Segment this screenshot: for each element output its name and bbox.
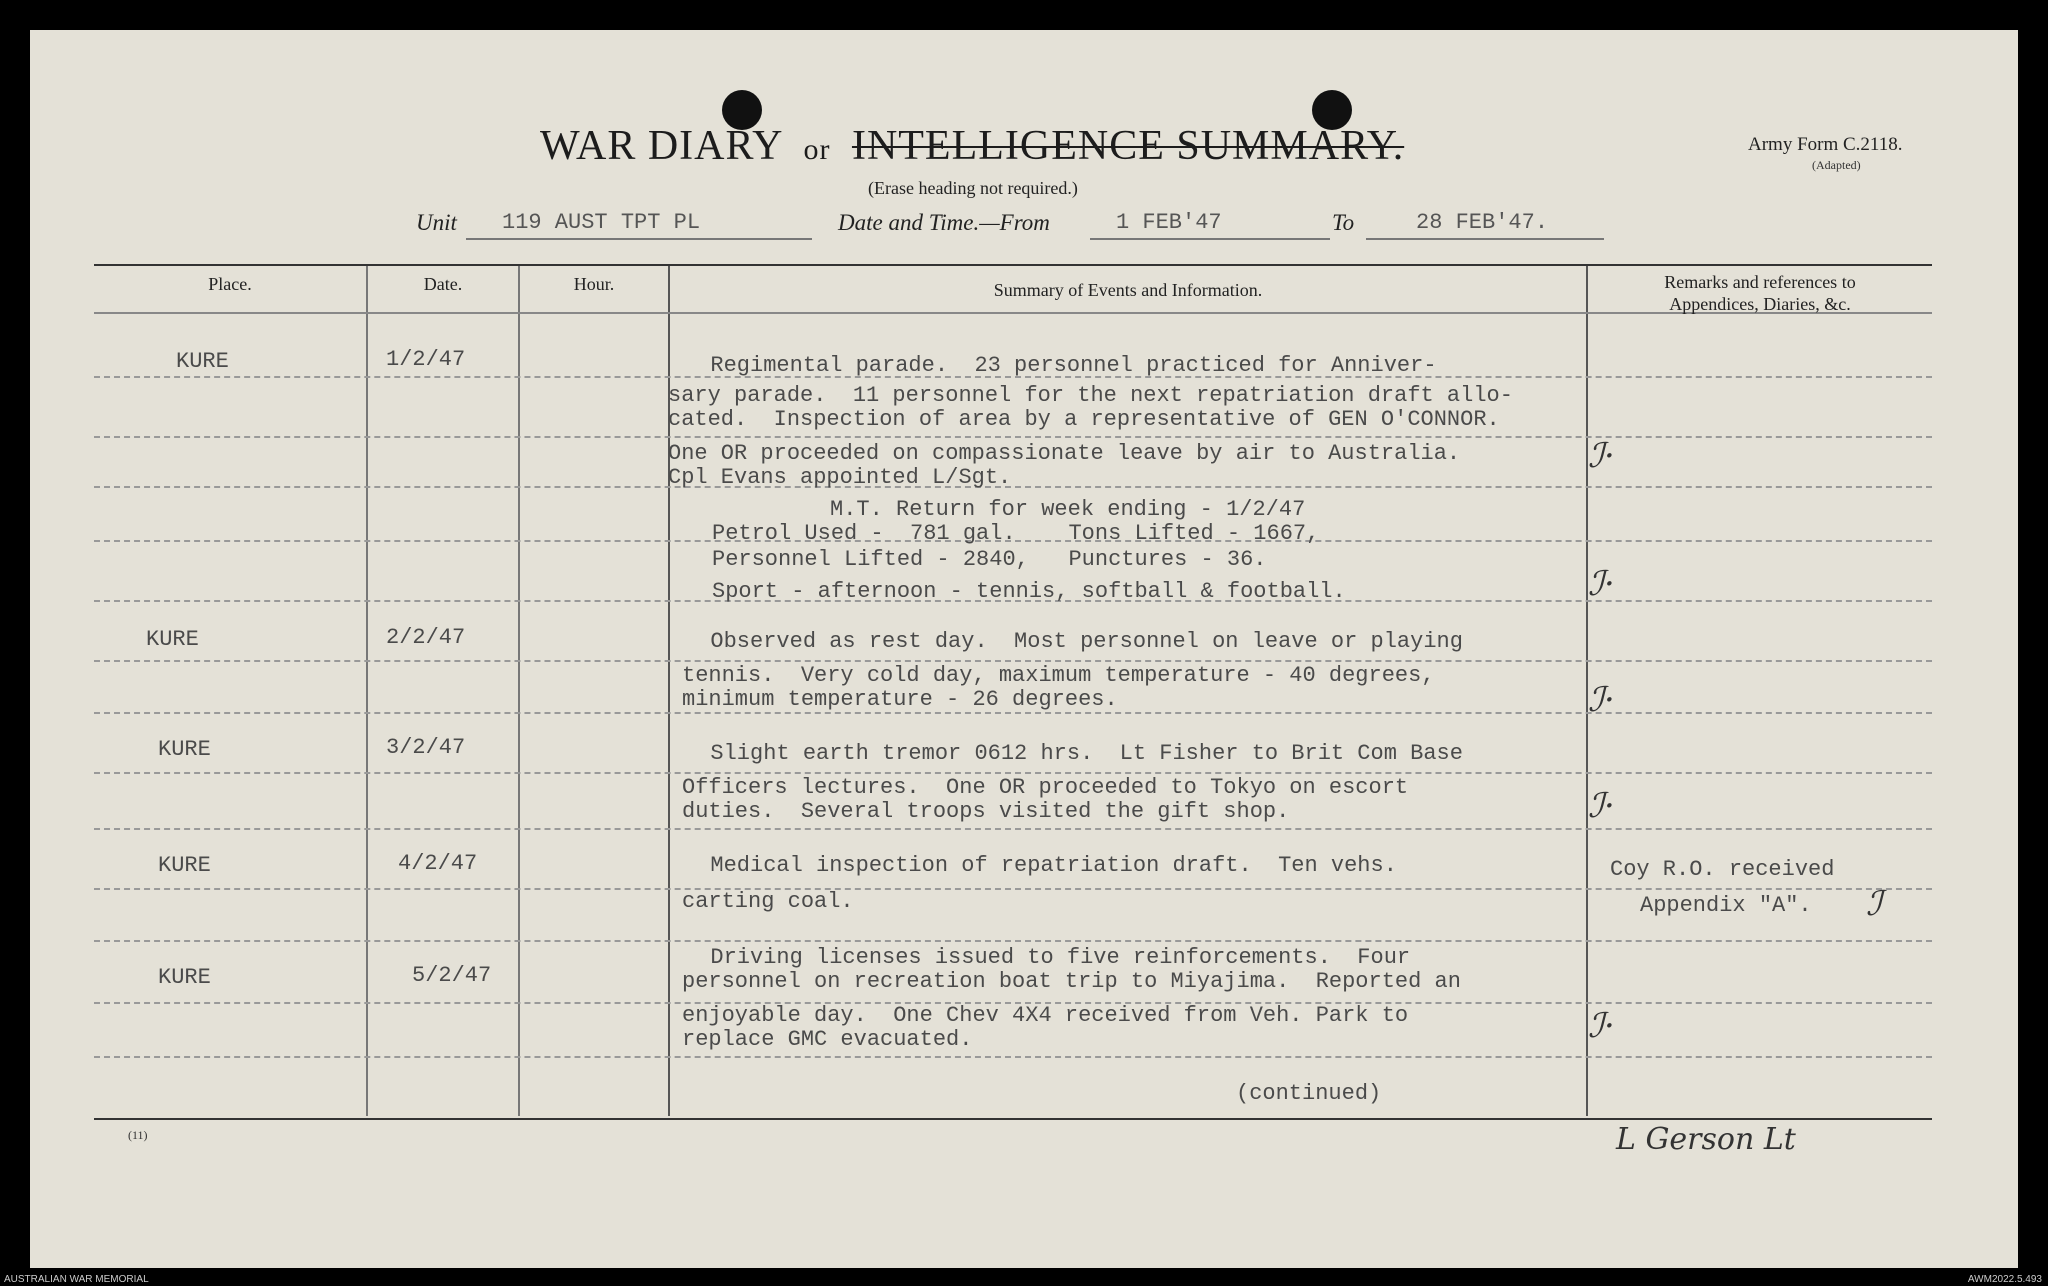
continued-note: (continued) [1236,1081,1382,1106]
title-or: or [803,133,831,166]
initials-mark: ℐ· [1588,786,1615,826]
to-label: To [1332,210,1355,235]
col-head-remarks-2: Appendices, Diaries, &c. [1669,294,1851,314]
summary-line: Cpl Evans appointed L/Sgt. [668,465,1012,490]
col-head-summary: Summary of Events and Information. [993,280,1263,300]
summary-line: sary parade. 11 personnel for the next repatriation draft allo- [668,383,1513,408]
summary-line: Regimental parade. 23 personnel practiced for Anniver- [684,353,1437,378]
title-struck: INTELLIGENCE SUMMARY. [851,123,1405,169]
source-left: AUSTRALIAN WAR MEMORIAL [4,1274,149,1285]
remarks-line: Coy R.O. received [1610,857,1835,882]
date-cell: 1/2/47 [386,347,466,372]
form-note: (Adapted) [1812,158,1861,172]
source-right: AWM2022.5.493 [1967,1274,2042,1285]
summary-line: tennis. Very cold day, maximum temperature - 40 degrees, [682,663,1435,688]
summary-line: enjoyable day. One Chev 4X4 received from Veh. Park to [682,1003,1409,1028]
date-cell: 2/2/47 [386,625,466,650]
summary-line: Observed as rest day. Most personnel on leave or playing [684,629,1463,654]
summary-line: duties. Several troops visited the gift shop. [682,799,1290,824]
summary-line: Personnel Lifted - 2840, Punctures - 36. [712,547,1267,572]
initials-mark: ℐ [1866,884,1882,924]
col-head-hour: Hour. [573,274,615,294]
summary-line: One OR proceeded on compassionate leave by air to Australia. [668,441,1461,466]
summary-line: Medical inspection of repatriation draft. Ten vehs. [684,853,1397,878]
from-value: 1 FEB'47 [1116,210,1222,235]
summary-line: replace GMC evacuated. [682,1027,973,1052]
summary-line: M.T. Return for week ending - 1/2/47 [830,497,1306,522]
place-cell: KURE [146,627,199,652]
summary-line: Slight earth tremor 0612 hrs. Lt Fisher to Brit Com Base [684,741,1463,766]
col-divider [366,266,368,1116]
form-number: Army Form C.2118. [1748,134,1903,155]
row-line [94,712,1932,715]
signature: L Gerson Lt [1616,1122,1796,1157]
row-line [94,1056,1932,1059]
col-head-remarks-1: Remarks and references to [1664,272,1856,292]
col-head-date: Date. [423,274,463,294]
unit-value: 119 AUST TPT PL [502,210,701,235]
summary-line: Driving licenses issued to five reinforcements. Four [684,945,1411,970]
summary-line: cated. Inspection of area by a representative of GEN O'CONNOR. [668,407,1500,432]
col-divider [518,266,520,1116]
to-value: 28 FEB'47. [1416,210,1549,235]
initials-mark: ℐ· [1588,564,1615,604]
col-head-place: Place. [208,274,252,294]
unit-fill-line [466,238,812,240]
initials-mark: ℐ· [1588,1006,1615,1046]
unit-label: Unit [416,210,457,235]
date-label: Date and Time.—From [838,210,1050,235]
row-line [94,940,1932,943]
place-cell: KURE [158,737,211,762]
title-main: WAR DIARY [540,123,782,169]
from-fill-line [1090,238,1330,240]
initials-mark: ℐ· [1588,436,1615,476]
row-line [94,888,1932,891]
remarks-line: Appendix "A". [1640,893,1812,918]
summary-line: minimum temperature - 26 degrees. [682,687,1118,712]
page-marker: (11) [128,1128,148,1142]
summary-line: carting coal. [682,889,854,914]
row-line [94,828,1932,831]
date-cell: 4/2/47 [398,851,478,876]
summary-line: Sport - afternoon - tennis, softball & football. [712,579,1346,604]
place-cell: KURE [158,965,211,990]
initials-mark: ℐ· [1588,680,1615,720]
summary-line: personnel on recreation boat trip to Miyajima. Reported an [682,969,1461,994]
row-line [94,436,1932,439]
date-cell: 5/2/47 [412,963,492,988]
to-fill-line [1366,238,1604,240]
date-cell: 3/2/47 [386,735,466,760]
summary-line: Petrol Used - 781 gal. Tons Lifted - 1667, [712,521,1320,546]
row-line [94,486,1932,489]
page-title [540,122,1404,170]
erase-note: (Erase heading not required.) [868,178,1078,198]
place-cell: KURE [158,853,211,878]
summary-line: Officers lectures. One OR proceeded to Tokyo on escort [682,775,1409,800]
place-cell: KURE [176,349,229,374]
